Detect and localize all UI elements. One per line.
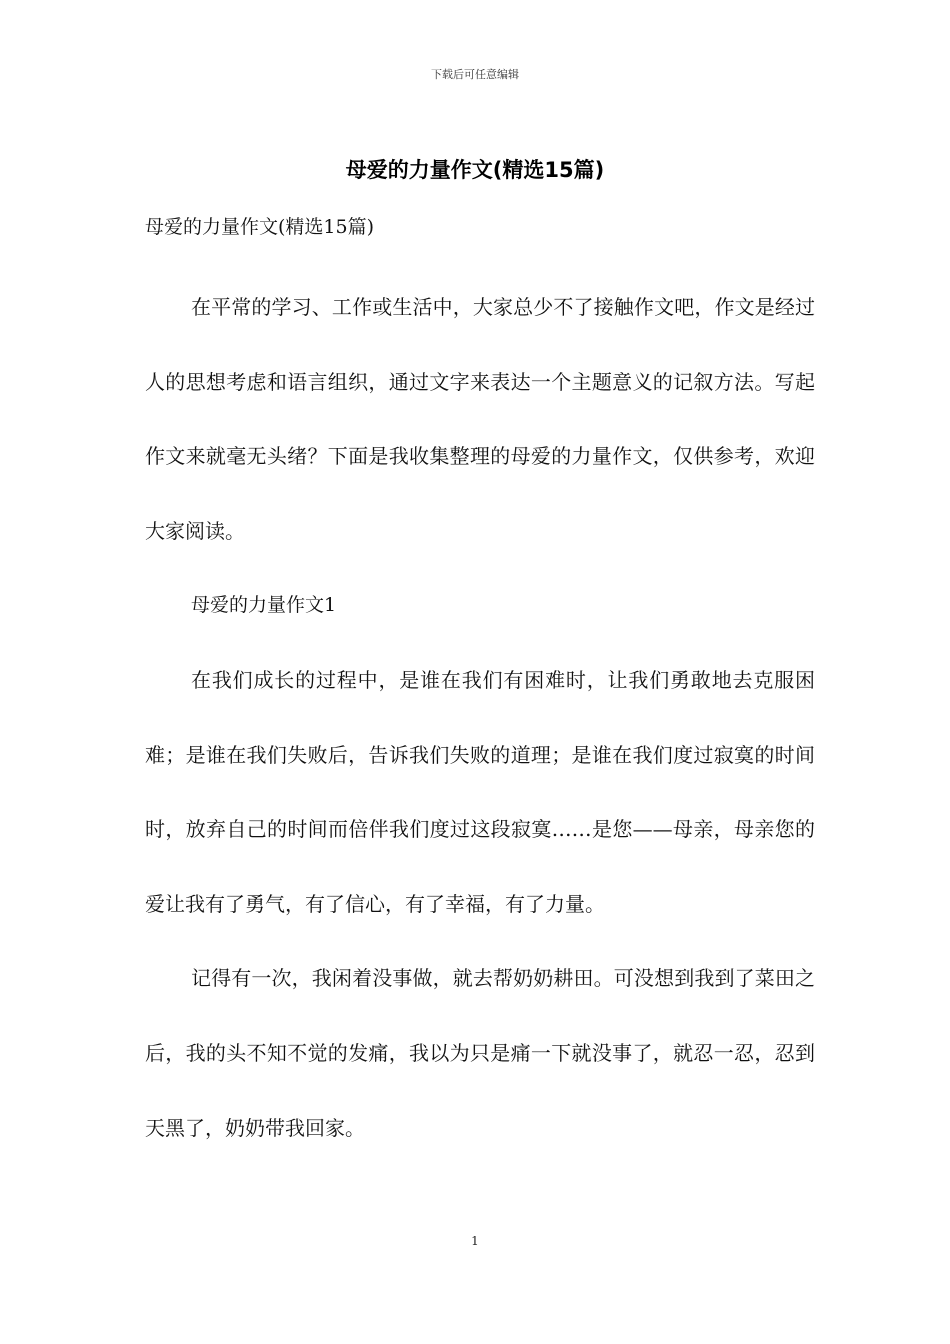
page-number: 1 (471, 1234, 479, 1248)
body-paragraph: 记得有一次，我闲着没事做，就去帮奶奶耕田。可没想到我到了菜田之后，我的头不知不觉的发痛，我以为只是痛一下就没事了，就忍一忍，忍到天黑了，奶奶带我回家。 (145, 966, 815, 1140)
document-body (145, 270, 815, 1165)
intro-paragraph: 在平常的学习、工作或生活中，大家总少不了接触作文吧，作文是经过人的思想考虑和语言组织，通过文字来表达一个主题意义的记叙方法。写起作文来就毫无头绪？下面是我收集整理的母爱的力量作文，仅供参考，欢迎大家阅读。 (145, 295, 815, 543)
document-title: 母爱的力量作文(精选15篇) (345, 158, 605, 182)
header-note: 下载后可任意编辑 (431, 68, 519, 81)
section-heading: 母爱的力量作文1 (191, 594, 337, 617)
body-paragraph: 在我们成长的过程中，是谁在我们有困难时，让我们勇敢地去克服困难；是谁在我们失败后，告诉我们失败的道理；是谁在我们度过寂寞的时间时，放弃自己的时间而倍伴我们度过这段寂寞……是您——母亲，母亲您的爱让我有了勇气，有了信心，有了幸福，有了力量。 (145, 667, 815, 916)
document-subtitle: 母爱的力量作文(精选15篇) (145, 216, 375, 238)
